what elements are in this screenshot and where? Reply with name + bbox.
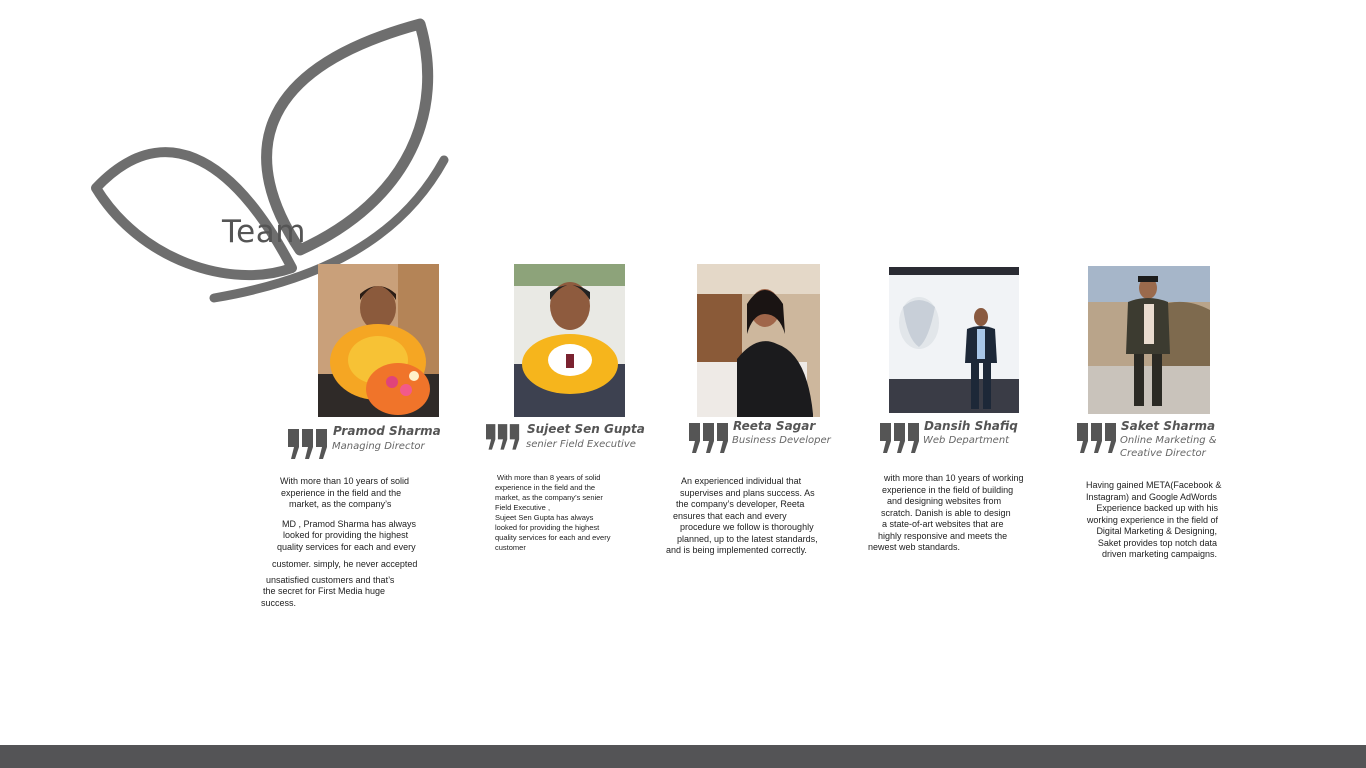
quote-icon — [880, 421, 920, 453]
member-photo-saket — [1088, 266, 1210, 414]
member-photo-danish — [889, 267, 1019, 413]
footer-bar — [0, 745, 1366, 768]
member-bio: Having gained META(Facebook & Instagram) and Google AdWords Experience backed up with his working experience in the field of Digital Marketing & Designing, Saket provides top notch data driven marketing campaigns. — [1086, 480, 1222, 559]
quote-icon — [288, 427, 328, 459]
member-bio: An experienced individual that supervises and plans success. As the company’s developer, Reeta ensures that each and every procedure we follow is thoroughly planned, up to the latest standards, and is being implemented correctly. — [666, 476, 818, 555]
member-bio: With more than 8 years of solid experience in the field and the market, as the company’s senier Field Executive , Sujeet Sen Gupta has always looked for providing the highest quality services for each and every customer — [495, 473, 611, 552]
member-role: senier Field Executive — [526, 439, 636, 450]
member-photo-reeta — [697, 264, 820, 417]
member-role: Managing Director — [332, 441, 425, 452]
member-photo-pramod — [318, 264, 439, 417]
quote-icon — [1077, 421, 1117, 453]
member-role: Online Marketing & Creative Director — [1120, 435, 1217, 459]
member-role: Web Department — [923, 435, 1010, 446]
member-name: Dansih Shafiq — [924, 419, 1018, 433]
member-name: Saket Sharma — [1121, 419, 1216, 433]
member-bio: With more than 10 years of solid experience in the field and the market, as the company’s MD , Pramod Sharma has always looked for providing the highest quality services for each and every customer. simply, he never accepted unsatisfied customers and that’s the secret for First Media huge success. — [261, 476, 418, 608]
quote-icon — [486, 422, 520, 450]
page-title: Team — [222, 214, 306, 250]
member-bio: with more than 10 years of working experience in the field of building and designing websites from scratch. Danish is able to design a state-of-art websites that are highly responsive and meets the newest web standards. — [868, 473, 1024, 552]
quote-icon — [689, 421, 729, 453]
member-role: Business Developer — [732, 435, 831, 446]
member-name: Sujeet Sen Gupta — [527, 422, 645, 436]
member-photo-sujeet — [514, 264, 625, 417]
member-name: Reeta Sagar — [733, 419, 816, 433]
member-name: Pramod Sharma — [333, 424, 441, 438]
